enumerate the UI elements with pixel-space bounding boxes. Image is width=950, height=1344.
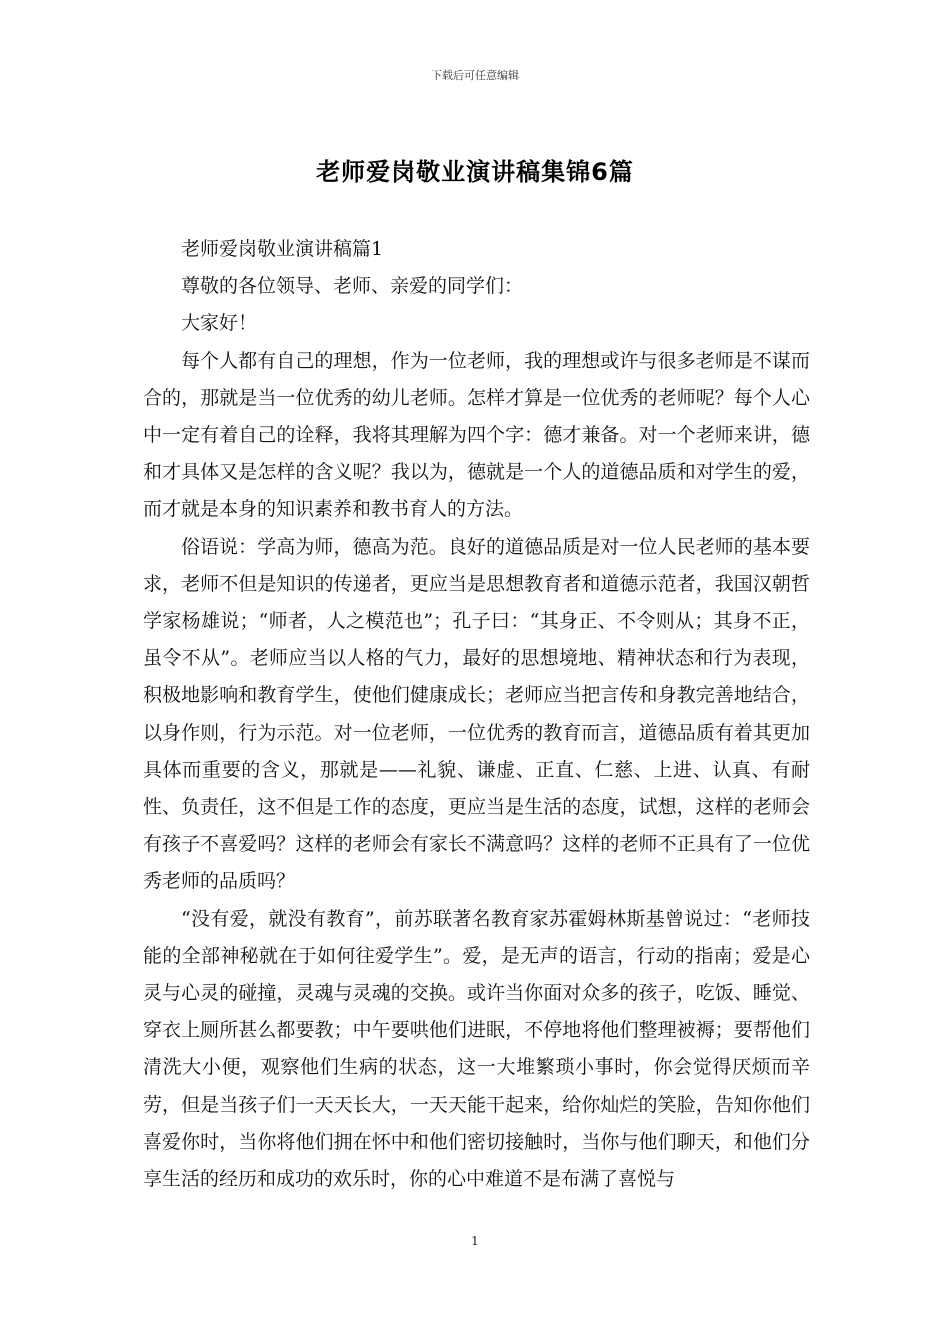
greeting: 大家好！ [181,312,258,335]
body-paragraph: “没有爱，就没有教育”，前苏联著名教育家苏霍姆林斯基曾说过：“老师技能的全部神秘就在于如何往爱学生”。爱，是无声的语言，行动的指南；爱是心灵与心灵的碰撞，灵魂与灵魂的交换。或许当你面对众多的孩子，吃饭、睡觉、穿衣上厕所甚么都要教；中午要哄他们进眠，不停地将他们整理被褥；要帮他们清洗大小便，观察他们生病的状态，这一大堆繁琐小事时，你会觉得厌烦而辛劳，但是当孩子们一天天长大，一天天能干起来，给你灿烂的笑脸，告知你他们喜爱你时，当你将他们拥在怀中和他们密切接触时，当你与他们聊天，和他们分享生活的经历和成功的欢乐时，你的心中难道不是布满了喜悦与 [143,907,810,1191]
document-title: 老师爱岗敬业演讲稿集锦6篇 [316,158,634,186]
header-note: 下载后可任意编辑 [431,69,519,82]
page-number: 1 [471,1234,479,1248]
salutation: 尊敬的各位领导、老师、亲爱的同学们： [181,275,524,298]
body-paragraph: 每个人都有自己的理想，作为一位老师，我的理想或许与很多老师是不谋而合的，那就是当一位优秀的幼儿老师。怎样才算是一位优秀的老师呢？每个人心中一定有着自己的诠释，我将其理解为四个字：德才兼备。对一个老师来讲，德和才具体又是怎样的含义呢？我以为，德就是一个人的道德品质和对学生的爱，而才就是本身的知识素养和教书育人的方法。 [143,349,810,521]
speech-subtitle: 老师爱岗敬业演讲稿篇1 [181,238,384,260]
document-body [143,231,810,1198]
body-paragraph: 俗语说：学高为师，德高为范。良好的道德品质是对一位人民老师的基本要求，老师不但是知识的传递者，更应当是思想教育者和道德示范者，我国汉朝哲学家杨雄说；“师者，人之模范也”；孔子曰：“其身正、不令则从；其身不正，虽令不从”。老师应当以人格的气力，最好的思想境地、精神状态和行为表现，积极地影响和教育学生，使他们健康成长；老师应当把言传和身教完善地结合，以身作则，行为示范。对一位老师，一位优秀的教育而言，道德品质有着其更加具体而重要的含义，那就是——礼貌、谦虚、正直、仁慈、上进、认真、有耐性、负责任，这不但是工作的态度，更应当是生活的态度，试想，这样的老师会有孩子不喜爱吗？这样的老师会有家长不满意吗？这样的老师不正具有了一位优秀老师的品质吗？ [143,535,810,893]
